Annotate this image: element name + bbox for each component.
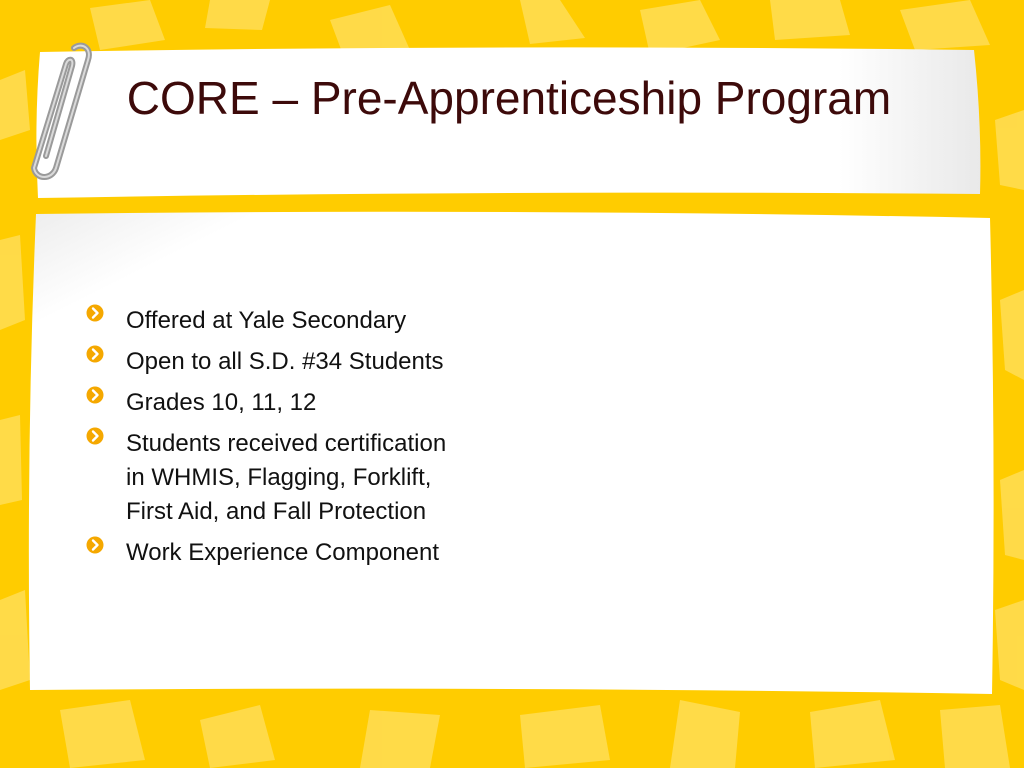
circled-chevron-right-icon (86, 386, 104, 404)
list-item (86, 345, 466, 379)
list-item (86, 427, 466, 529)
list-item (86, 536, 466, 570)
bullet-text: Work Experience Component (126, 539, 440, 566)
paperclip-icon (22, 38, 92, 186)
bullet-text: Students received certification in WHMIS, Flagging, Forklift, First Aid, and Fall Protection (126, 430, 447, 525)
circled-chevron-right-icon (86, 345, 104, 363)
list-item (86, 304, 466, 338)
circled-chevron-right-icon (86, 304, 104, 322)
circled-chevron-right-icon (86, 536, 104, 554)
list-item (86, 386, 466, 420)
circled-chevron-right-icon (86, 427, 104, 445)
slide-title: CORE – Pre-Apprenticeship Program (126, 72, 892, 124)
bullet-list (86, 304, 466, 577)
bullet-text: Grades 10, 11, 12 (126, 389, 317, 416)
bullet-text: Offered at Yale Secondary (126, 307, 407, 334)
title-card (34, 44, 984, 200)
bullet-text: Open to all S.D. #34 Students (126, 348, 444, 375)
content-card (26, 208, 996, 700)
